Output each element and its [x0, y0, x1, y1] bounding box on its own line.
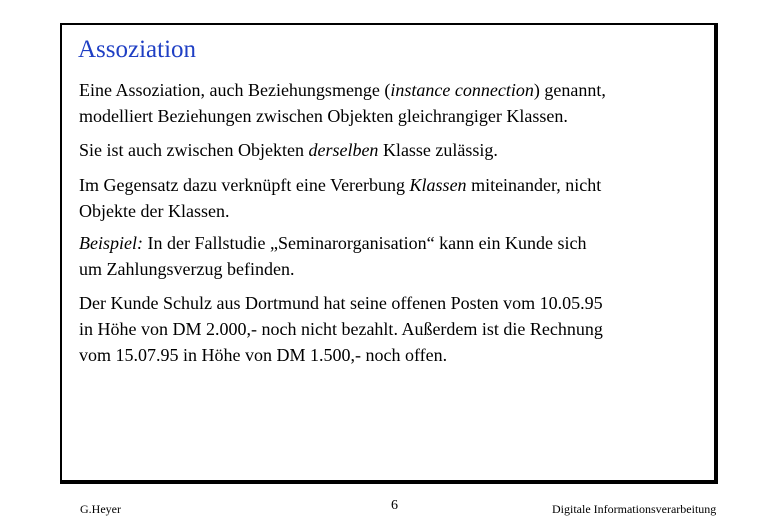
paragraph-line: vom 15.07.95 in Höhe von DM 1.500,- noch offen. [79, 345, 448, 365]
slide-title: Assoziation [78, 36, 197, 63]
paragraph-line: um Zahlungsverzug befinden. [79, 259, 295, 279]
emphasis-text: Klassen [409, 175, 467, 195]
paragraph-definition [79, 77, 709, 129]
text-run: miteinander, nicht [466, 175, 602, 195]
text-run: Klasse zulässig. [378, 140, 498, 160]
paragraph-line [79, 77, 709, 103]
paragraph-example [79, 230, 709, 282]
paragraph-inheritance [79, 172, 709, 224]
emphasis-text: instance connection [390, 80, 534, 100]
paragraph-line [79, 172, 709, 198]
text-run: Im Gegensatz dazu verknüpft eine Vererbung [79, 175, 410, 195]
text-run: ) genannt, [533, 80, 606, 100]
emphasis-text: derselben [308, 140, 379, 160]
paragraph-line: Objekte der Klassen. [79, 201, 230, 221]
text-run: Sie ist auch zwischen Objekten [79, 140, 309, 160]
paragraph-line: in Höhe von DM 2.000,- noch nicht bezahlt. Außerdem ist die Rechnung [79, 319, 603, 339]
paragraph-line [79, 230, 709, 256]
text-run: In der Fallstudie „Seminarorganisation“ kann ein Kunde sich [142, 233, 587, 253]
paragraph-same-class [79, 137, 709, 163]
footer-author: G.Heyer [80, 502, 121, 516]
footer-course: Digitale Informationsverarbeitung [552, 502, 717, 516]
paragraph-line: modelliert Beziehungen zwischen Objekten gleichrangiger Klassen. [79, 106, 568, 126]
paragraph-line: Der Kunde Schulz aus Dortmund hat seine offenen Posten vom 10.05.95 [79, 293, 603, 313]
paragraph-customer-case [79, 290, 709, 368]
emphasis-text: Beispiel: [79, 233, 143, 253]
footer-page-number: 6 [391, 498, 398, 513]
text-run: Eine Assoziation, auch Beziehungsmenge ( [79, 80, 391, 100]
